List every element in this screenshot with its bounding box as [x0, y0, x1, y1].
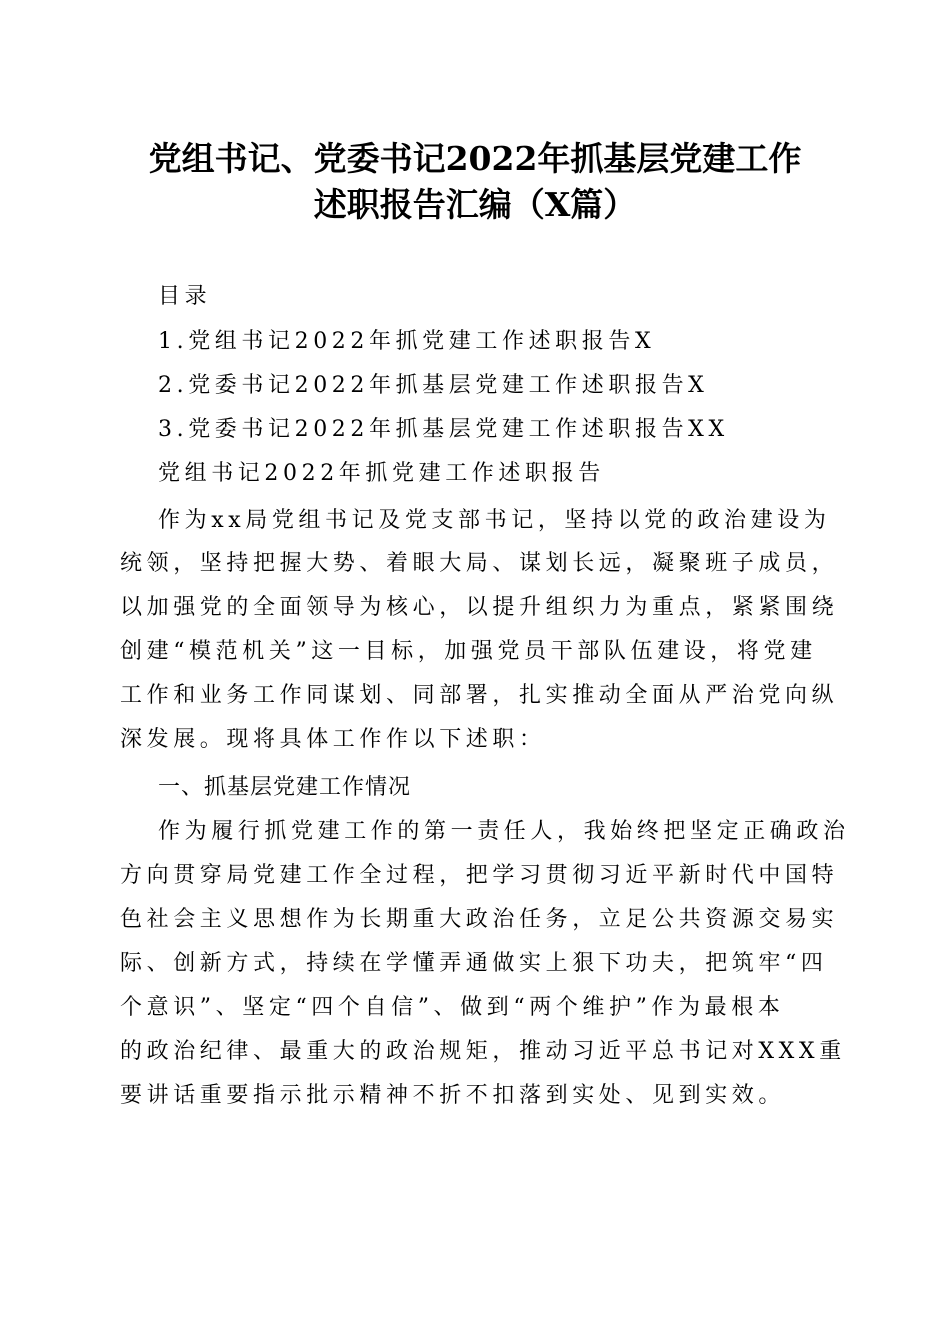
intro-line-4: 创建“模范机关”这一目标，加强党员干部队伍建设，将党建: [120, 639, 817, 664]
intro-line-1: 作为xx局党组书记及党支部书记，坚持以党的政治建设为: [158, 508, 831, 533]
document-title-line-2: 述职报告汇编（X篇）: [313, 185, 637, 224]
toc-label: 目录: [158, 284, 212, 309]
intro-line-2: 统领，坚持把握大势、着眼大局、谋划长远，凝聚班子成员，: [120, 551, 839, 576]
toc-item-3: 3.党委书记2022年抓基层党建工作述职报告XX: [158, 417, 729, 442]
section-line-2: 方向贯穿局党建工作全过程，把学习贯彻习近平新时代中国特: [120, 863, 839, 888]
section-line-1: 作为履行抓党建工作的第一责任人，我始终把坚定正确政治: [158, 819, 850, 844]
toc-item-1: 1.党组书记2022年抓党建工作述职报告X: [158, 329, 656, 354]
section-line-6: 的政治纪律、最重大的政治规矩，推动习近平总书记对XXX重: [120, 1039, 846, 1064]
section-line-5: 个意识”、坚定“四个自信”、做到“两个维护”作为最根本: [120, 995, 785, 1020]
section-heading: 一、抓基层党建工作情况: [158, 775, 412, 800]
section-line-3: 色社会主义思想作为长期重大政治任务，立足公共资源交易实: [120, 907, 839, 932]
intro-line-3: 以加强党的全面领导为核心，以提升组织力为重点，紧紧围绕: [120, 595, 839, 620]
document-title-line-1: 党组书记、党委书记2022年抓基层党建工作: [148, 139, 802, 178]
report-title: 党组书记2022年抓党建工作述职报告: [158, 461, 605, 486]
intro-line-6: 深发展。现将具体工作作以下述职：: [120, 727, 546, 752]
intro-line-5: 工作和业务工作同谋划、同部署，扎实推动全面从严治党向纵: [120, 683, 839, 708]
section-line-4: 际、创新方式，持续在学懂弄通做实上狠下功夫，把筑牢“四: [120, 951, 828, 976]
section-line-7: 要讲话重要指示批示精神不折不扣落到实处、见到实效。: [120, 1083, 786, 1108]
toc-item-2: 2.党委书记2022年抓基层党建工作述职报告X: [158, 373, 709, 398]
